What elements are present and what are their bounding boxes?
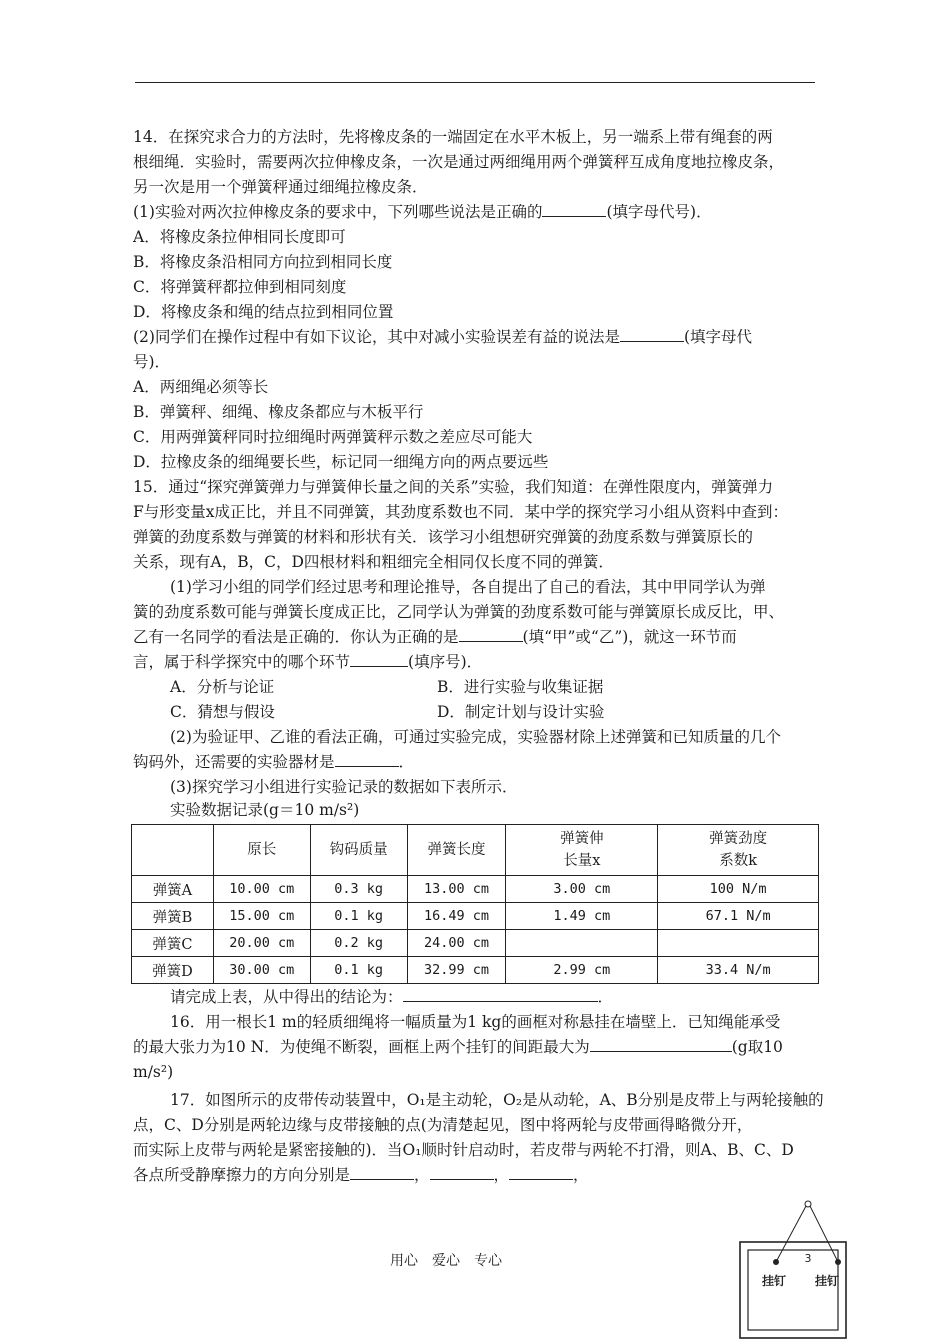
page-number: 3 xyxy=(804,1252,812,1265)
table-cell: 10.00 cm xyxy=(213,876,310,903)
answer-blank xyxy=(620,327,684,342)
q16-line-3: m/s²) xyxy=(133,1063,174,1081)
table-cell: 3.00 cm xyxy=(506,876,658,903)
table-row xyxy=(132,930,819,957)
q14-p2-option-b: B．弹簧秤、细绳、橡皮条都应与木板平行 xyxy=(133,403,424,421)
table-cell: 20.00 cm xyxy=(213,930,310,957)
q15-part2-text: 钩码外，还需要的实验器材是 xyxy=(133,753,335,771)
q17-sep: ， xyxy=(573,1166,589,1184)
q16-line-2 xyxy=(133,1037,783,1057)
data-table xyxy=(131,824,819,984)
table-cell: 1.49 cm xyxy=(506,903,658,930)
q15-part1-line-1: (1)学习小组的同学们经过思考和理论推导，各自提出了自己的看法，其中甲同学认为弹 xyxy=(170,578,766,596)
q15-part2-line-1: (2)为验证甲、乙谁的看法正确，可通过实验完成，实验器材除上述弹簧和已知质量的几个 xyxy=(170,728,781,746)
answer-blank xyxy=(335,752,399,767)
q17-sep: ， xyxy=(414,1166,430,1184)
answer-blank xyxy=(350,1165,414,1180)
table-cell: 弹簧A xyxy=(132,876,214,903)
q14-option-b: B．将橡皮条沿相同方向拉到相同长度 xyxy=(133,253,393,271)
page-footer: 用心 爱心 专心 xyxy=(390,1253,502,1269)
frame-outer xyxy=(740,1242,846,1338)
header-rule xyxy=(135,82,815,83)
q15-option-b: B．进行实验与收集证据 xyxy=(437,678,604,696)
answer-blank xyxy=(542,202,606,217)
header-extension-a: 弹簧伸 xyxy=(560,831,604,847)
q15-option-c: C．猜想与假设 xyxy=(170,703,275,721)
q15-conclusion-text: 请完成上表，从中得出的结论为： xyxy=(170,988,403,1006)
table-cell: 13.00 cm xyxy=(407,876,506,903)
q15-part2-tail: ． xyxy=(398,753,415,771)
q16-tail: (g取10 xyxy=(731,1038,783,1056)
table-row xyxy=(132,903,819,930)
table-header-cell xyxy=(658,825,819,876)
table-cell: 32.99 cm xyxy=(407,957,506,984)
q15-intro-4: 关系，现有A，B，C，D四根材料和粗细完全相同仅长度不同的弹簧． xyxy=(133,553,614,571)
table-cell-empty xyxy=(658,930,819,957)
table-header-cell: 弹簧长度 xyxy=(407,825,506,876)
frame-inner xyxy=(748,1250,838,1330)
table-cell: 弹簧B xyxy=(132,903,214,930)
q15-conclusion-tail: ． xyxy=(597,988,614,1006)
q16-line-1: 16．用一根长1 m的轻质细绳将一幅质量为1 kg的画框对称悬挂在墙壁上．已知绳能承受 xyxy=(170,1013,781,1031)
q15-part1-tail: (填“甲”或“乙”)，就这一环节而 xyxy=(522,628,737,646)
table-caption: 实验数据记录(g＝10 m/s²) xyxy=(170,801,360,819)
table-cell: 100 N/m xyxy=(658,876,819,903)
table-cell: 33.4 N/m xyxy=(658,957,819,984)
q14-line-1: 14．在探究求合力的方法时，先将橡皮条的一端固定在水平木板上，另一端系上带有绳套的两 xyxy=(133,128,773,146)
answer-blank xyxy=(459,627,523,642)
q17-line-4 xyxy=(133,1165,589,1185)
table-cell: 15.00 cm xyxy=(213,903,310,930)
table-cell: 2.99 cm xyxy=(506,957,658,984)
picture-frame-figure xyxy=(738,1196,848,1342)
q14-line-2: 根细绳．实验时，需要两次拉伸橡皮条，一次是通过两细绳用两个弹簧秤互成角度地拉橡皮条， xyxy=(133,153,785,171)
header-extension-b: 长量x xyxy=(563,853,601,869)
q14-part2-cont: 号)． xyxy=(133,353,171,371)
q15-part1-line-4 xyxy=(133,652,482,672)
q14-option-d: D．将橡皮条和绳的结点拉到相同位置 xyxy=(133,303,394,321)
q17-text: 各点所受静摩擦力的方向分别是 xyxy=(133,1166,351,1184)
answer-blank xyxy=(509,1165,573,1180)
q15-part1b-text: 言，属于科学探究中的哪个环节 xyxy=(133,653,351,671)
q17-line-1: 17．如图所示的皮带传动装置中，O₁是主动轮，O₂是从动轮，A、B分别是皮带上与两轮接触的 xyxy=(170,1091,824,1109)
answer-blank xyxy=(590,1037,732,1052)
q17-line-2: 点，C、D分别是两轮边缘与皮带接触的点(为清楚起见，图中将两轮与皮带画得略微分开， xyxy=(133,1116,753,1134)
q15-part2-line-2 xyxy=(133,752,414,772)
q15-conclusion xyxy=(170,987,613,1007)
q14-part1-text: (1)实验对两次拉伸橡皮条的要求中，下列哪些说法是正确的 xyxy=(133,203,543,221)
q15-part1b-tail: (填序号)． xyxy=(408,653,483,671)
table-cell: 0.1 kg xyxy=(310,957,407,984)
table-row xyxy=(132,957,819,984)
q15-intro-3: 弹簧的劲度系数与弹簧的材料和形状有关．该学习小组想研究弹簧的劲度系数与弹簧原长的 xyxy=(133,528,754,546)
table-cell: 0.1 kg xyxy=(310,903,407,930)
q14-option-a: A．将橡皮条拉伸相同长度即可 xyxy=(133,228,346,246)
q16-text: 的最大张力为10 N．为使绳不断裂，画框上两个挂钉的间距最大为 xyxy=(133,1038,590,1056)
q15-part1-text: 乙有一名同学的看法是正确的．你认为正确的是 xyxy=(133,628,459,646)
q17-line-3: 而实际上皮带与两轮是紧密接触的)．当O₁顺时针启动时，若皮带与两轮不打滑，则A、B、C、D xyxy=(133,1141,794,1159)
table-header-cell xyxy=(132,825,214,876)
table-cell: 0.3 kg xyxy=(310,876,407,903)
table-cell: 24.00 cm xyxy=(407,930,506,957)
nail-label-right: 挂钉 xyxy=(815,1274,840,1288)
q14-p2-option-d: D．拉橡皮条的细绳要长些，标记同一细绳方向的两点要远些 xyxy=(133,453,549,471)
nail-left-icon xyxy=(773,1259,779,1265)
q14-p2-option-a: A．两细绳必须等长 xyxy=(133,378,269,396)
nail-right-icon xyxy=(835,1259,841,1265)
table-cell: 0.2 kg xyxy=(310,930,407,957)
table-cell: 弹簧D xyxy=(132,957,214,984)
table-header-cell xyxy=(506,825,658,876)
header-stiffness-a: 弹簧劲度 xyxy=(709,831,768,847)
answer-blank xyxy=(430,1165,494,1180)
q15-intro-2: F与形变量x成正比，并且不同弹簧，其劲度系数也不同．某中学的探究学习小组从资料中查到： xyxy=(133,503,788,521)
q15-part1-line-2: 簧的劲度系数可能与弹簧长度成正比，乙同学认为弹簧的劲度系数可能与弹簧原长成反比，甲、 xyxy=(133,603,785,621)
q15-part3: (3)探究学习小组进行实验记录的数据如下表所示． xyxy=(170,778,518,796)
q14-part2-text: (2)同学们在操作过程中有如下议论，其中对减小实验误差有益的说法是 xyxy=(133,328,620,346)
header-stiffness-b: 系数k xyxy=(719,853,757,869)
q17-sep: ， xyxy=(493,1166,510,1184)
q14-option-c: C．将弹簧秤都拉伸到相同刻度 xyxy=(133,278,347,296)
table-header-row xyxy=(132,825,819,876)
q14-p2-option-c: C．用两弹簧秤同时拉细绳时两弹簧秤示数之差应尽可能大 xyxy=(133,428,533,446)
q14-line-3: 另一次是用一个弹簧秤通过细绳拉橡皮条． xyxy=(133,178,428,196)
q15-option-d: D．制定计划与设计实验 xyxy=(437,703,605,721)
table-row xyxy=(132,876,819,903)
q15-intro-1: 15．通过“探究弹簧弹力与弹簧伸长量之间的关系”实验，我们知道：在弹性限度内，弹簧弹力 xyxy=(133,478,774,496)
table-cell-empty xyxy=(506,930,658,957)
q14-part2 xyxy=(133,327,752,347)
nail-label-left: 挂钉 xyxy=(762,1274,787,1288)
q15-options-row-1 xyxy=(170,677,274,697)
table-cell: 67.1 N/m xyxy=(658,903,819,930)
q14-part1-tail: (填字母代号)． xyxy=(606,203,712,221)
table-cell: 30.00 cm xyxy=(213,957,310,984)
table-cell: 16.49 cm xyxy=(407,903,506,930)
q15-option-a: A．分析与论证 xyxy=(170,678,275,696)
table-header-cell: 钩码质量 xyxy=(310,825,407,876)
table-header-cell: 原长 xyxy=(213,825,310,876)
q15-part1-line-3 xyxy=(133,627,737,647)
string-left xyxy=(776,1206,806,1262)
string-right xyxy=(810,1206,838,1262)
q14-part2-tail: (填字母代 xyxy=(683,328,753,346)
answer-blank xyxy=(350,652,408,667)
table-cell: 弹簧C xyxy=(132,930,214,957)
answer-blank xyxy=(403,987,598,1002)
q14-part1 xyxy=(133,202,712,222)
